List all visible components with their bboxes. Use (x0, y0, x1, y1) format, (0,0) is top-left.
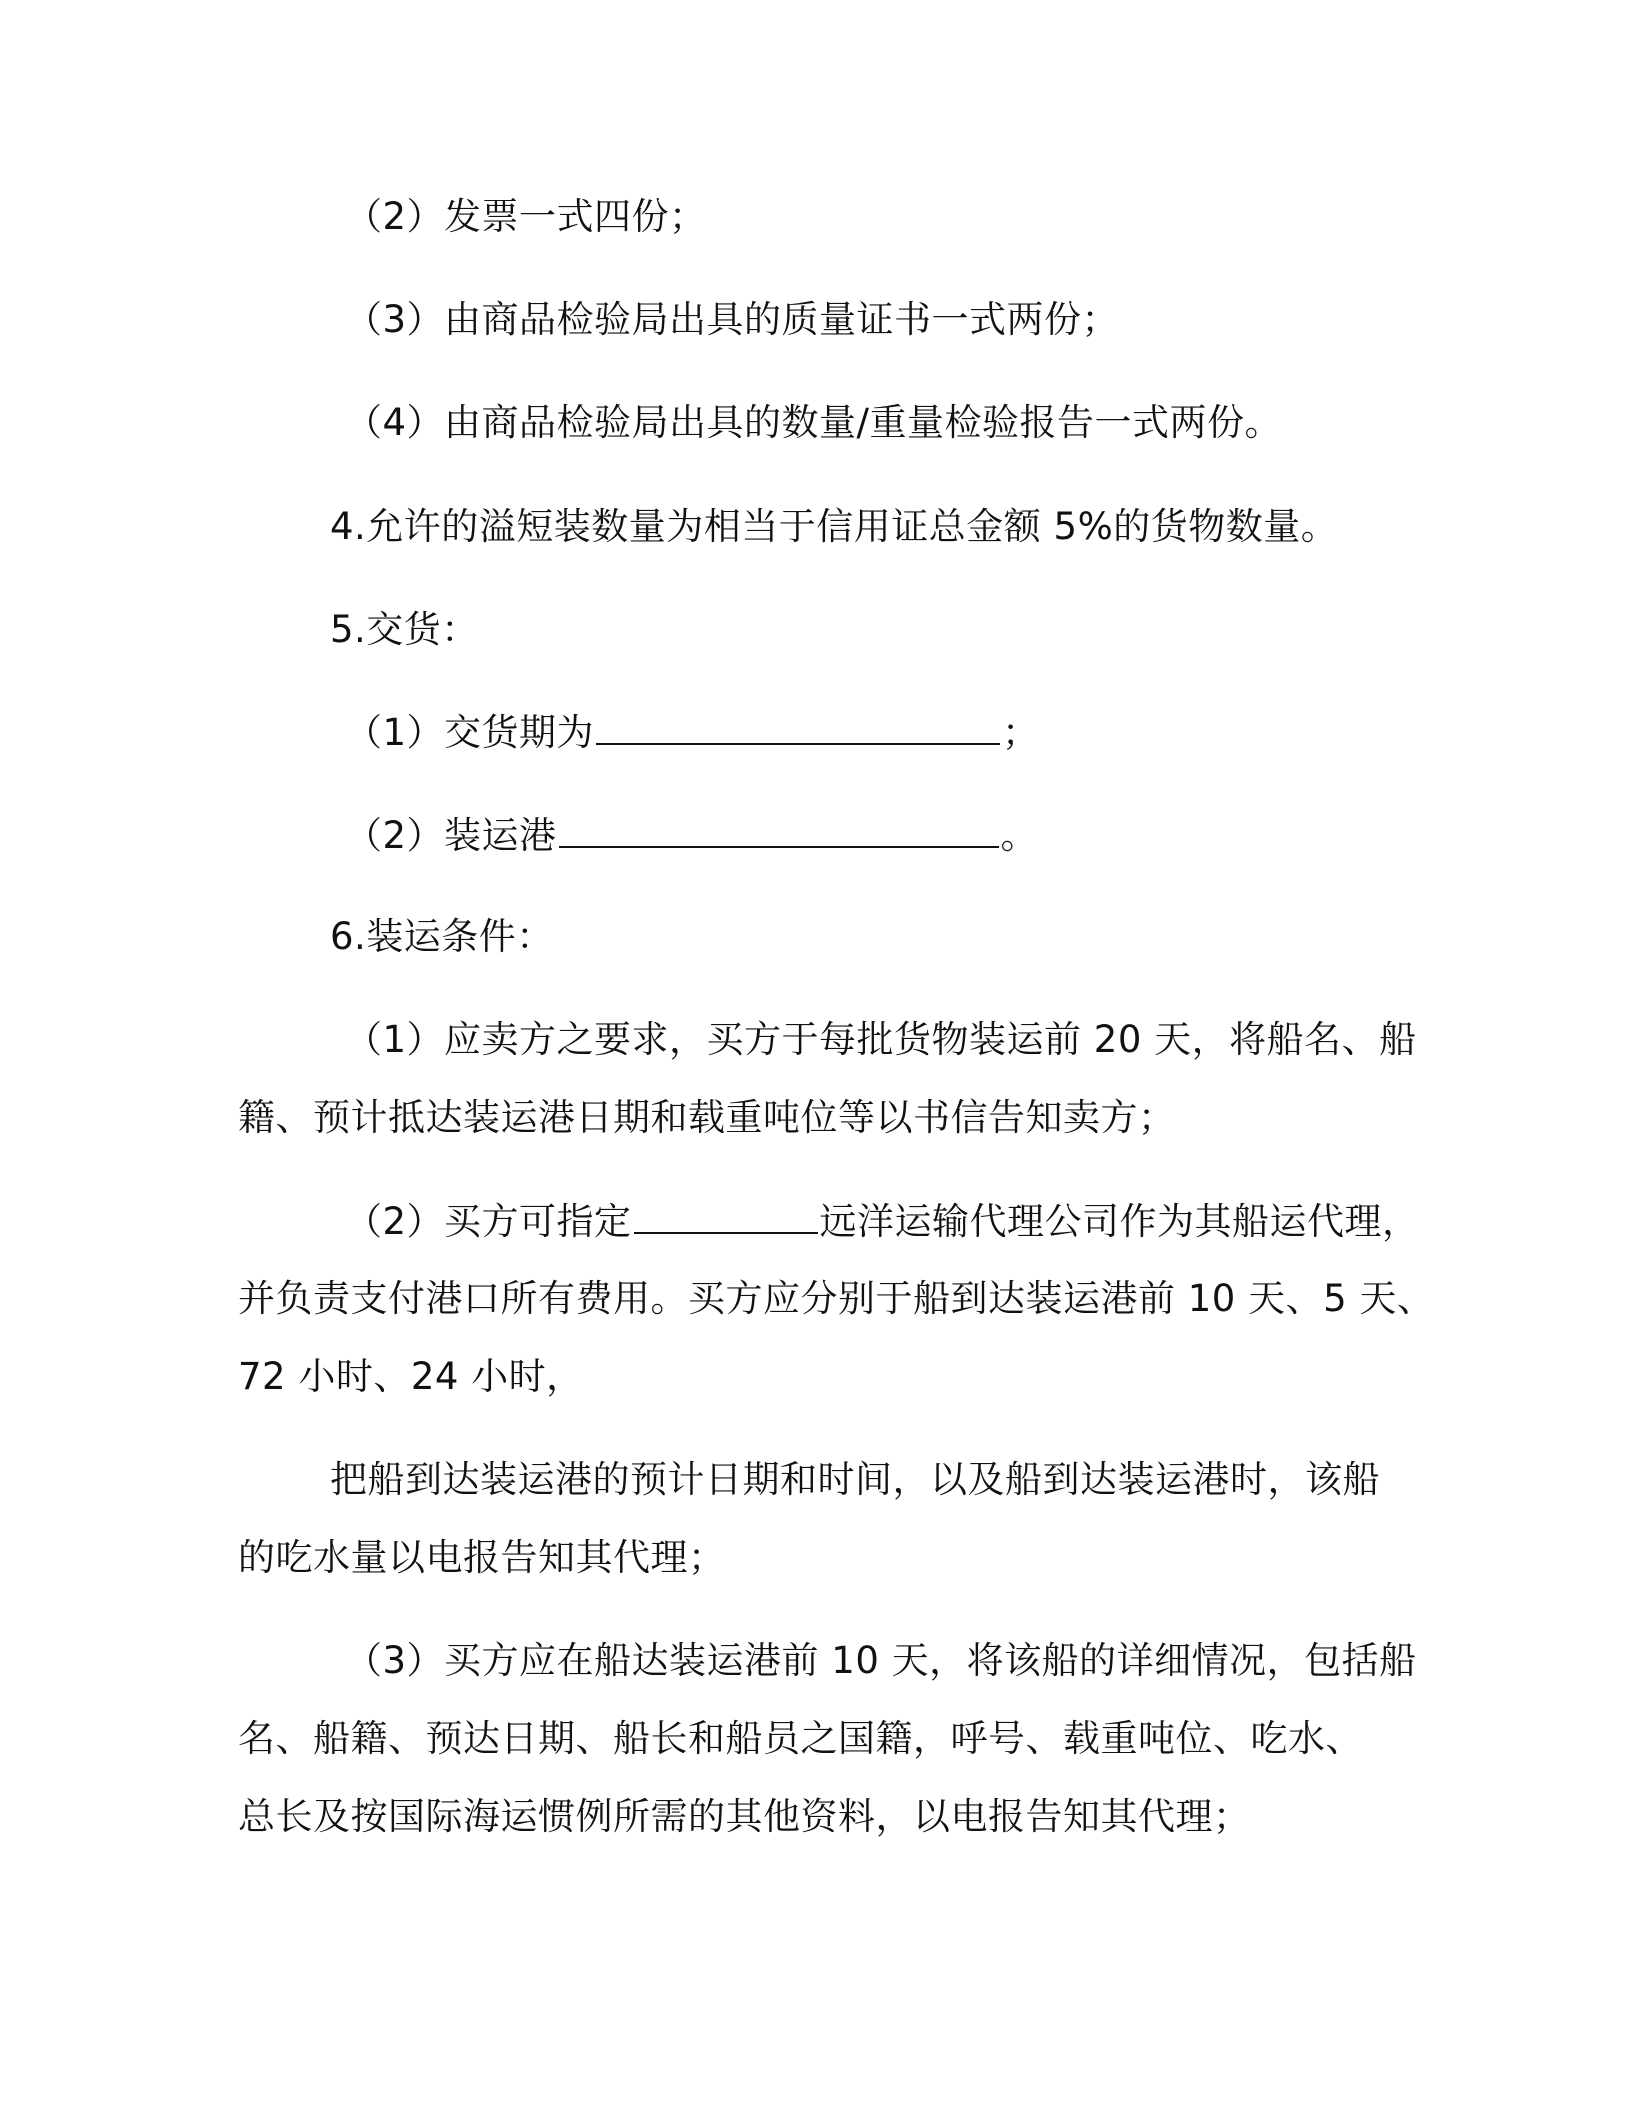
paragraph-line (238, 1533, 726, 1583)
line-text: （2）买方可指定 (345, 1200, 632, 1243)
item-invoice (345, 192, 707, 242)
line-text: 的吃水量以电报告知其代理； (238, 1536, 726, 1579)
line-text: 总长及按国际海运惯例所需的其他资料，以电报告知其代理； (238, 1795, 1251, 1838)
line-text: （3）买方应在船达装运港前 10 天，将该船的详细情况，包括船 (345, 1639, 1417, 1682)
clause-6-heading (330, 912, 554, 962)
line-text: （1）应卖方之要求，买方于每批货物装运前 20 天，将船名、船 (345, 1018, 1417, 1061)
line-text: 并负责支付港口所有费用。买方应分别于船到达装运港前 10 天、5 天、 (238, 1277, 1435, 1320)
item-quality-certificate (345, 295, 1119, 345)
paragraph-line (345, 1196, 1420, 1247)
line-text: （4）由商品检验局出具的数量/重量检验报告一式两份。 (345, 401, 1283, 444)
fill-in-blank[interactable] (559, 810, 999, 848)
line-text: 4.允许的溢短装数量为相当于信用证总金额 5%的货物数量。 (330, 505, 1339, 548)
line-text: （3）由商品检验局出具的质量证书一式两份； (345, 298, 1120, 341)
paragraph-line (238, 1274, 1434, 1324)
line-text: 。 (1000, 814, 1039, 857)
paragraph-line (238, 1714, 1363, 1764)
line-text: 名、船籍、预达日期、船长和船员之国籍，呼号、载重吨位、吃水、 (238, 1717, 1363, 1760)
clause-4-tolerance (330, 502, 1338, 552)
item-weight-report (345, 398, 1282, 448)
line-text: ； (1002, 711, 1040, 754)
line-text: 6.装运条件： (330, 915, 554, 958)
line-text: 把船到达装运港的预计日期和时间，以及船到达装运港时，该船 (330, 1458, 1380, 1501)
fill-in-blank[interactable] (634, 1196, 818, 1234)
paragraph-line (345, 1636, 1417, 1686)
line-text: （2）发票一式四份； (345, 195, 707, 238)
paragraph-line (238, 1352, 584, 1402)
clause-5-heading (330, 605, 479, 655)
paragraph-line (238, 1792, 1251, 1842)
paragraph-line (238, 1093, 1176, 1143)
item-loading-port (345, 810, 1038, 861)
line-text: （1）交货期为 (345, 711, 595, 754)
paragraph-line (330, 1455, 1380, 1505)
fill-in-blank[interactable] (596, 707, 1000, 745)
line-text: 籍、预计抵达装运港日期和载重吨位等以书信告知卖方； (238, 1096, 1176, 1139)
paragraph-line (345, 1015, 1417, 1065)
line-text: （2）装运港 (345, 814, 557, 857)
item-delivery-period (345, 707, 1040, 758)
line-text: 5.交货： (330, 608, 479, 651)
line-text: 72 小时、24 小时， (238, 1355, 584, 1398)
line-text: 远洋运输代理公司作为其船运代理， (819, 1200, 1420, 1243)
